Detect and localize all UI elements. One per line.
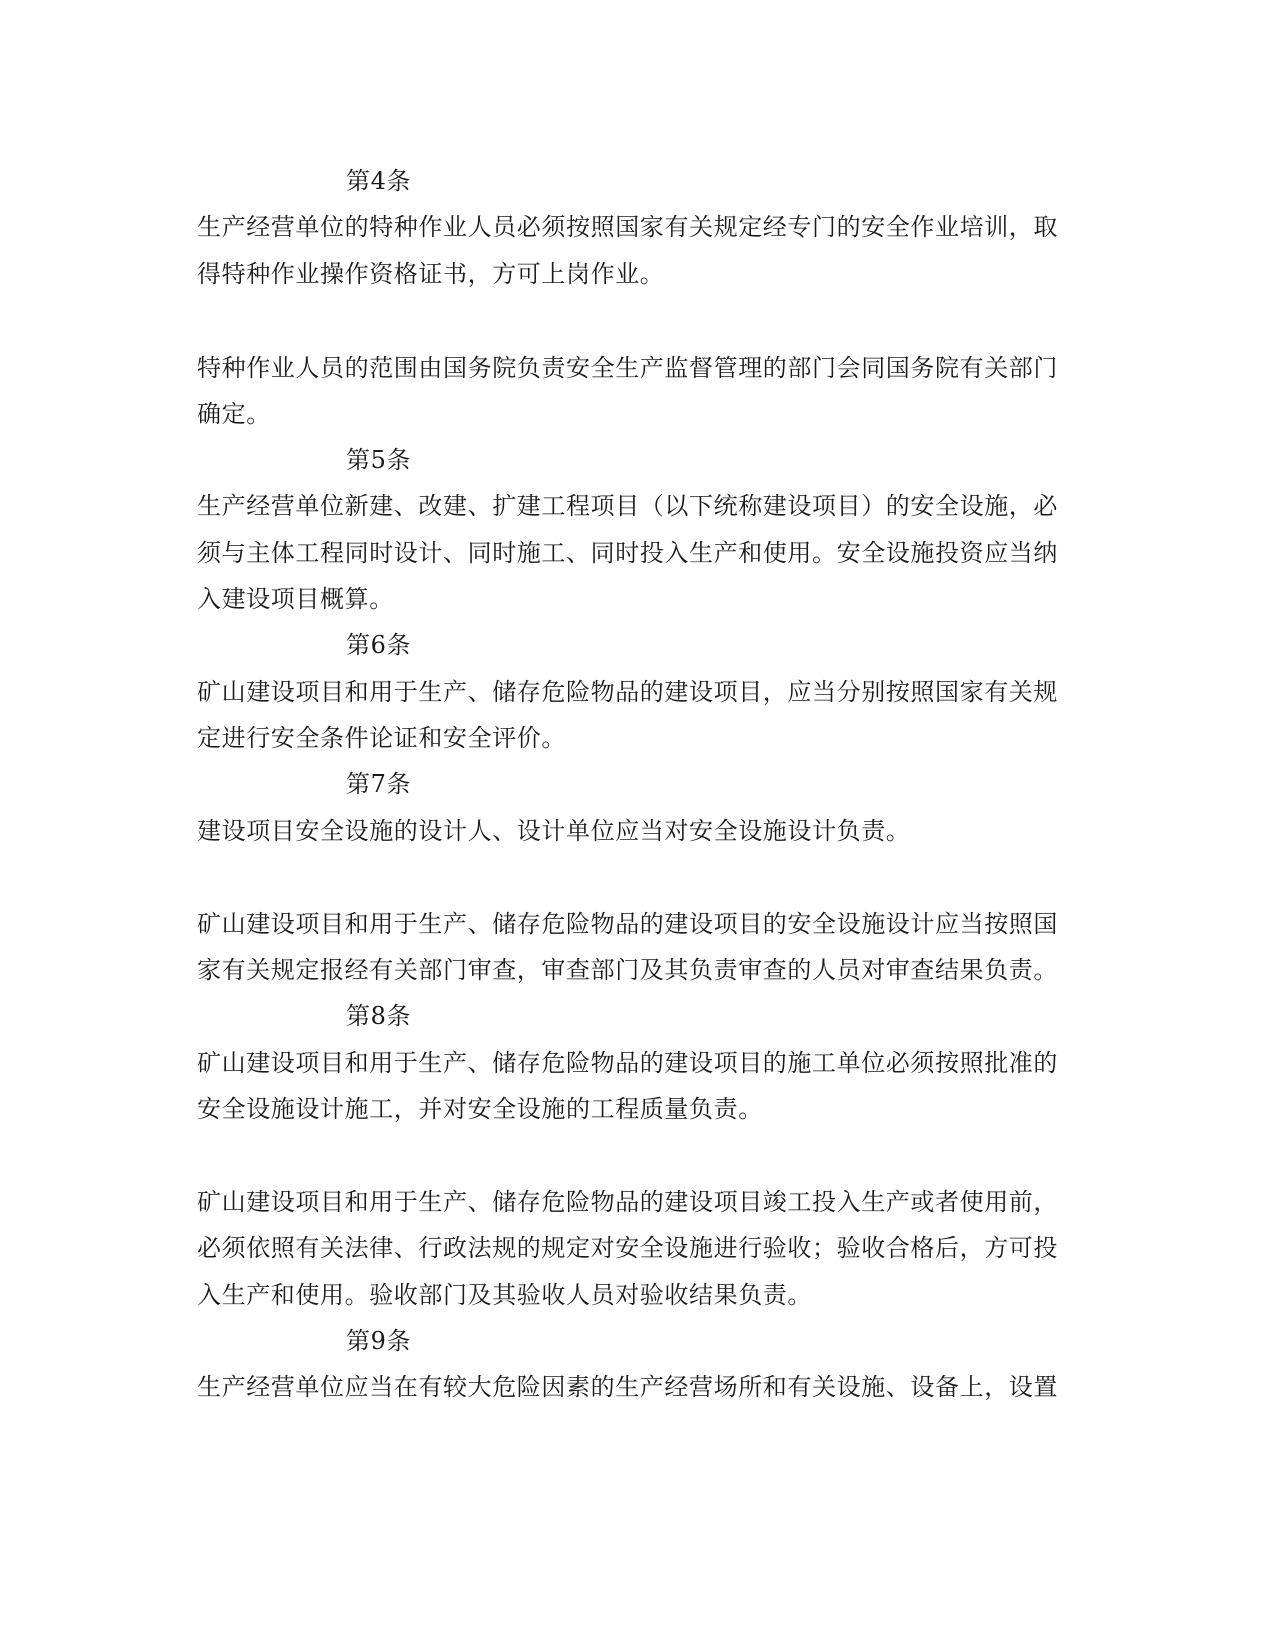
article-6-paragraph-line-2: 定进行安全条件论证和安全评价。: [197, 724, 566, 752]
article-9-heading: 第9条: [346, 1327, 412, 1355]
article-7-heading: 第7条: [346, 770, 412, 798]
article-4-paragraph-1-line-2: 得特种作业操作资格证书，方可上岗作业。: [197, 260, 665, 288]
article-7-paragraph-1-line-1: 建设项目安全设施的设计人、设计单位应当对安全设施设计负责。: [197, 817, 911, 845]
article-4-paragraph-1-line-1: 生产经营单位的特种作业人员必须按照国家有关规定经专门的安全作业培训，取: [197, 213, 1058, 241]
article-6-heading: 第6条: [346, 631, 412, 659]
article-8-paragraph-1-line-2: 安全设施设计施工，并对安全设施的工程质量负责。: [197, 1095, 763, 1123]
article-7-paragraph-2-line-2: 家有关规定报经有关部门审查，审查部门及其负责审查的人员对审查结果负责。: [197, 956, 1058, 984]
article-8-paragraph-1-line-1: 矿山建设项目和用于生产、储存危险物品的建设项目的施工单位必须按照批准的: [197, 1049, 1058, 1077]
article-4-paragraph-2-line-2: 确定。: [197, 400, 271, 428]
article-5-paragraph-line-2: 须与主体工程同时设计、同时施工、同时投入生产和使用。安全设施投资应当纳: [197, 539, 1058, 567]
article-7-paragraph-2-line-1: 矿山建设项目和用于生产、储存危险物品的建设项目的安全设施设计应当按照国: [197, 910, 1058, 938]
article-8-heading: 第8条: [346, 1002, 412, 1030]
article-5-paragraph-line-3: 入建设项目概算。: [197, 585, 394, 613]
article-8-paragraph-2-line-1: 矿山建设项目和用于生产、储存危险物品的建设项目竣工投入生产或者使用前，: [197, 1188, 1058, 1216]
article-5-heading: 第5条: [346, 446, 412, 474]
article-6-paragraph-line-1: 矿山建设项目和用于生产、储存危险物品的建设项目，应当分别按照国家有关规: [197, 678, 1058, 706]
article-4-heading: 第4条: [346, 167, 412, 195]
article-8-paragraph-2-line-3: 入生产和使用。验收部门及其验收人员对验收结果负责。: [197, 1281, 812, 1309]
article-5-paragraph-line-1: 生产经营单位新建、改建、扩建工程项目（以下统称建设项目）的安全设施，必: [197, 492, 1058, 520]
article-9-paragraph-line-1: 生产经营单位应当在有较大危险因素的生产经营场所和有关设施、设备上，设置: [197, 1373, 1058, 1401]
article-4-paragraph-2-line-1: 特种作业人员的范围由国务院负责安全生产监督管理的部门会同国务院有关部门: [197, 354, 1058, 382]
article-8-paragraph-2-line-2: 必须依照有关法律、行政法规的规定对安全设施进行验收；验收合格后，方可投: [197, 1234, 1058, 1262]
